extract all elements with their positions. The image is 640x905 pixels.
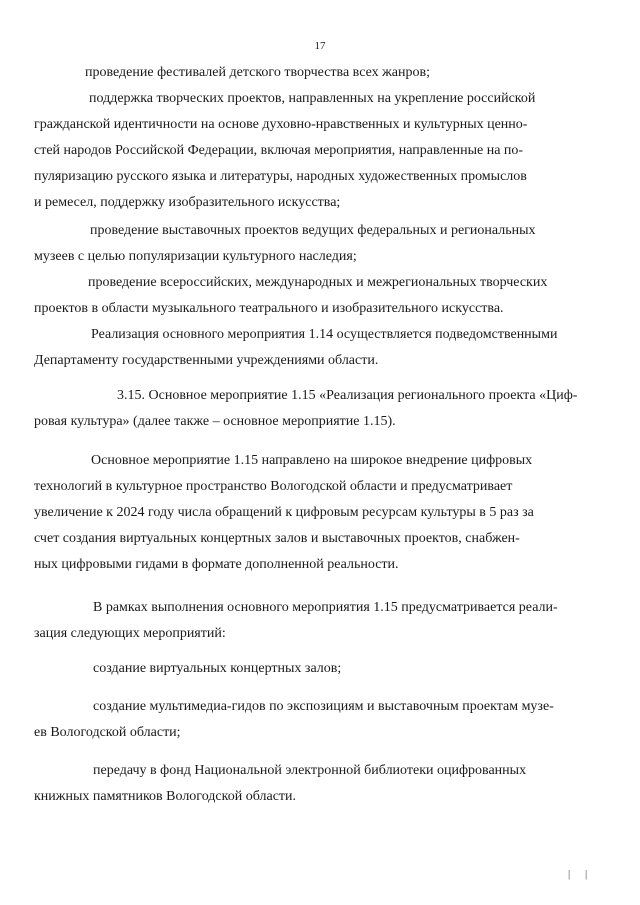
text-line: Основное мероприятие 1.15 направлено на широкое внедрение цифровых [91, 453, 533, 468]
paragraph-virtual-halls [85, 656, 597, 682]
text-line: В рамках выполнения основного мероприятия 1.15 предусматривается реали- [93, 600, 558, 615]
paragraph-creative-events [34, 270, 597, 322]
text-line: ных цифровыми гидами в формате дополненной реальности. [34, 557, 399, 572]
text-line: 3.15. Основное мероприятие 1.15 «Реализация регионального проекта «Циф- [117, 388, 578, 403]
text-line: проектов в области музыкального театрального и изобразительного искусства. [34, 301, 504, 316]
page-number: 17 [314, 40, 326, 52]
text-line: книжных памятников Вологодской области. [34, 789, 297, 804]
corner-marks: | | [568, 868, 594, 880]
text-line: передачу в фонд Национальной электронной библиотеки оцифрованных [93, 763, 527, 778]
text-line: музеев с целью популяризации культурного наследия; [34, 249, 357, 264]
paragraph-section-3-15 [34, 383, 597, 435]
paragraph-activities-intro [34, 595, 597, 647]
text-line: пуляризацию русского языка и литературы, народных художественных промыслов [34, 169, 527, 184]
text-line: поддержка творческих проектов, направленных на укрепление российской [89, 91, 536, 106]
text-line: Реализация основного мероприятия 1.14 осуществляется подведомственными [91, 327, 558, 342]
paragraph-festivals [85, 60, 597, 86]
paragraph-exhibition-projects [34, 218, 597, 270]
text-line: увеличение к 2024 году числа обращений к цифровым ресурсам культуры в 5 раз за [34, 505, 534, 520]
text-line: Департаменту государственными учреждениями области. [34, 353, 379, 368]
text-line: создание виртуальных концертных залов; [93, 661, 342, 676]
text-line: ев Вологодской области; [34, 725, 181, 740]
text-line: стей народов Российской Федерации, включая мероприятия, направленные на по- [34, 143, 524, 158]
text-line: ровая культура» (далее также – основное мероприятие 1.15). [34, 414, 396, 429]
paragraph-multimedia-guides [34, 694, 597, 746]
paragraph-implementation-1-14 [34, 322, 597, 374]
text-line: проведение выставочных проектов ведущих федеральных и региональных [90, 223, 536, 238]
paragraph-digital-technologies [34, 448, 597, 578]
paragraph-creative-projects [34, 86, 597, 216]
text-line: проведение фестивалей детского творчества всех жанров; [85, 65, 431, 80]
text-line: создание мультимедиа-гидов по экспозициям и выставочным проектам музе- [93, 699, 554, 714]
text-line: гражданской идентичности на основе духовно-нравственных и культурных ценно- [34, 117, 528, 132]
text-line: проведение всероссийских, международных и межрегиональных творческих [88, 275, 548, 290]
text-line: технологий в культурное пространство Вологодской области и предусматривает [34, 479, 513, 494]
paragraph-national-library [34, 758, 597, 810]
text-line: и ремесел, поддержку изобразительного искусства; [34, 195, 341, 210]
text-line: счет создания виртуальных концертных залов и выставочных проектов, снабжен- [34, 531, 520, 546]
text-line: зация следующих мероприятий: [34, 626, 226, 641]
